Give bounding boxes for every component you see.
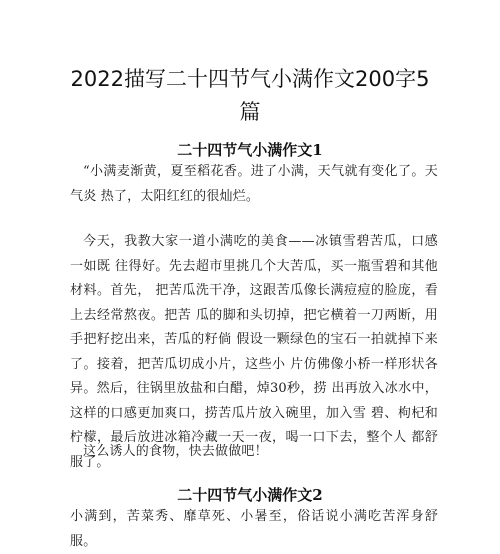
section-1-paragraph-2: 今天，我教大家一道小满吃的美食——冰镇雪碧苦瓜，口感一如既 往得好。先去超市里挑几个大苦瓜，买一瓶雪碧和其他材料。首先， 把苦瓜洗干净，这跟苦瓜像长满痘痘的脸庞，看上去经常熬夜。把苦 瓜的脚和头切掉，把它横着一刀两断，用手把籽挖出来，苦瓜的籽倘 假设一颗绿色的宝石一拍就掉下来了。接着，把苦瓜切成小片，这些小 片仿佛像小桥一样形状各异。然后，往锅里放盐和白醋，焯30秒，捞 出再放入冰水中，这样的口感更加爽口，捞苦瓜片放入碗里，加入雪 碧、枸杞和柠檬，最后放进冰箱冷藏一天一夜，喝一口下去，整个人 都舒服了。 <box>70 234 438 470</box>
section-heading-2: 二十四节气小满作文2 <box>177 486 323 504</box>
section-1-paragraph-1: “小满麦渐黄，夏至稻花香。进了小满，天气就有变化了。天气炎 热了，太阳红红的很灿烂。 <box>70 164 438 204</box>
section-2-paragraph-1: 小满到，苦菜秀、靡草死、小暑至，俗话说小满吃苦浑身舒服。 <box>70 509 438 549</box>
section-heading-1: 二十四节气小满作文1 <box>177 141 323 159</box>
document-title-continued: 篇 <box>239 100 261 124</box>
document-title: 2022描写二十四节气小满作文200字5 <box>70 67 430 91</box>
section-1-paragraph-3: 这么诱人的食物，快去做做吧！ <box>83 444 268 459</box>
